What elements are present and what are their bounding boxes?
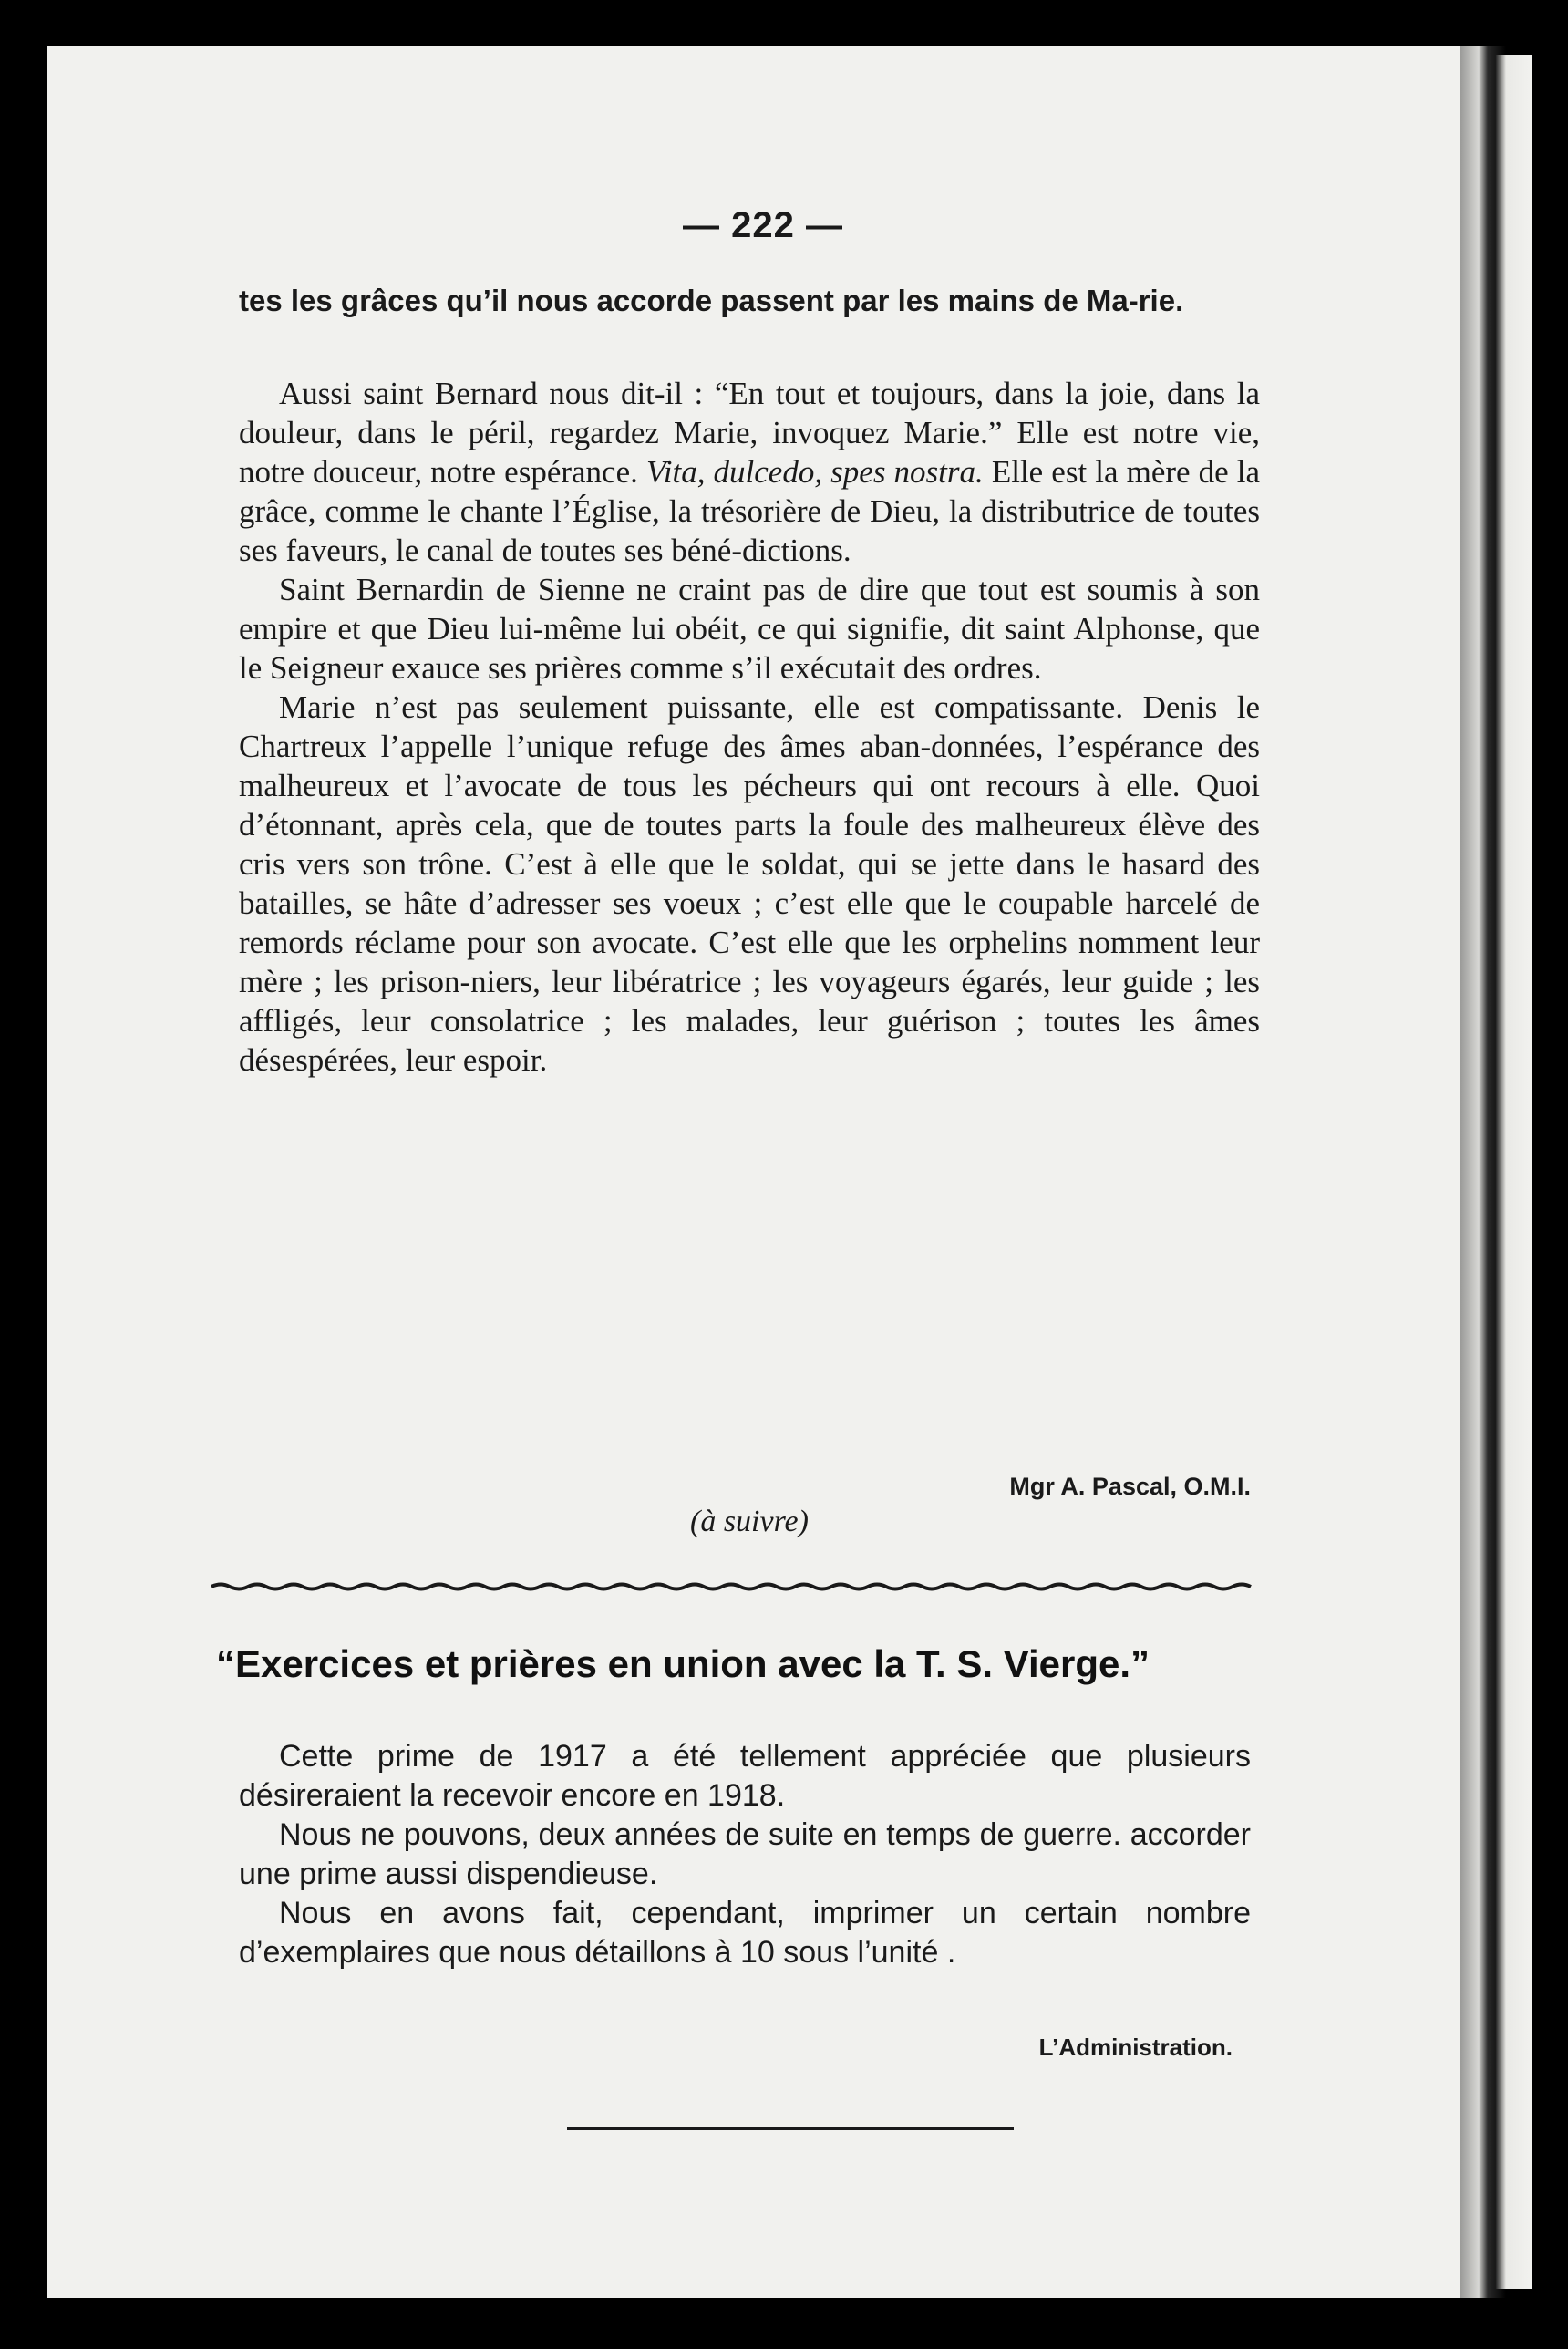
to-be-continued-text: (à suivre) <box>690 1505 809 1538</box>
latin-quote: Vita, dulcedo, spes nostra. <box>645 454 984 490</box>
wavy-divider <box>211 1573 1260 1600</box>
closing-rule <box>567 2127 1014 2130</box>
notice-paragraph-1: Cette prime de 1917 a été tellement appréciée que plusieurs désireraient la recevoir encore en 1918. <box>239 1739 1251 1813</box>
notice-paragraph-3: Nous en avons fait, cependant, imprimer un certain nombre d’exemplaires que nous détaillons à 10 sous l’unité . <box>239 1896 1251 1970</box>
next-page-edge <box>1495 55 1532 2289</box>
notice-body <box>239 1737 1251 1972</box>
to-be-continued <box>239 1505 1260 1539</box>
paragraph-bernard-end: Elle est la mère de la grâce, comme le chante l’Église, la trésorière de Dieu, la distributrice de toutes ses faveurs, le canal de toutes ses béné-dictions. <box>239 454 1261 568</box>
notice-paragraph-2: Nous ne pouvons, deux années de suite en temps de guerre. accorder une prime aussi dispendieuse. <box>239 1817 1251 1891</box>
continuation-text <box>239 281 1260 320</box>
administration-signature: L’Administration. <box>1038 2033 1233 2061</box>
paragraph-bernardin: Saint Bernardin de Sienne ne craint pas de dire que tout est soumis à son empire et que Dieu lui-même lui obéit, ce qui signifie, dit saint Alphonse, que le Seigneur exauce ses prières comme s’il exécutait des ordres. <box>239 572 1260 686</box>
paragraph-marie: Marie n’est pas seulement puissante, elle est compatissante. Denis le Chartreux l’appelle l’unique refuge des âmes aban-données, l’espérance des malheureux et l’avocate de tous les pécheurs qui ont recours à elle. Quoi d’étonnant, après cela, que de toutes parts la foule des malheureux élève des cris vers son trône. C’est à elle que le soldat, qui se jette dans le hasard des batailles, se hâte d’adresser ses voeux ; c’est elle que le coupable harcelé de remords réclame pour son avocate. C’est elle que les orphelins nomment leur mère ; les prison-niers, leur libératrice ; les voyageurs égarés, leur guide ; les affligés, leur consolatrice ; les malades, leur guérison ; toutes les âmes désespérées, leur espoir. <box>239 689 1260 1078</box>
page-number: — 222 — <box>683 205 843 245</box>
book-page <box>47 46 1460 2298</box>
author-signature: Mgr A. Pascal, O.M.I. <box>1009 1473 1251 1500</box>
continuation-line: tes les grâces qu’il nous accorde passent par les mains de Ma-rie. <box>239 284 1184 317</box>
paragraph-bernard-start: Aussi saint Bernard nous dit-il : “En tout et toujours, dans la joie, dans la douleur, dans le péril, regardez Marie, invoquez Marie.” Elle est notre vie, notre douceur, notre espérance. <box>239 376 1260 490</box>
article-body <box>239 374 1260 1080</box>
notice-heading: “Exercices et prières en union avec la T. S. Vierge.” <box>216 1642 1150 1685</box>
paragraph-bernard <box>239 374 1260 570</box>
